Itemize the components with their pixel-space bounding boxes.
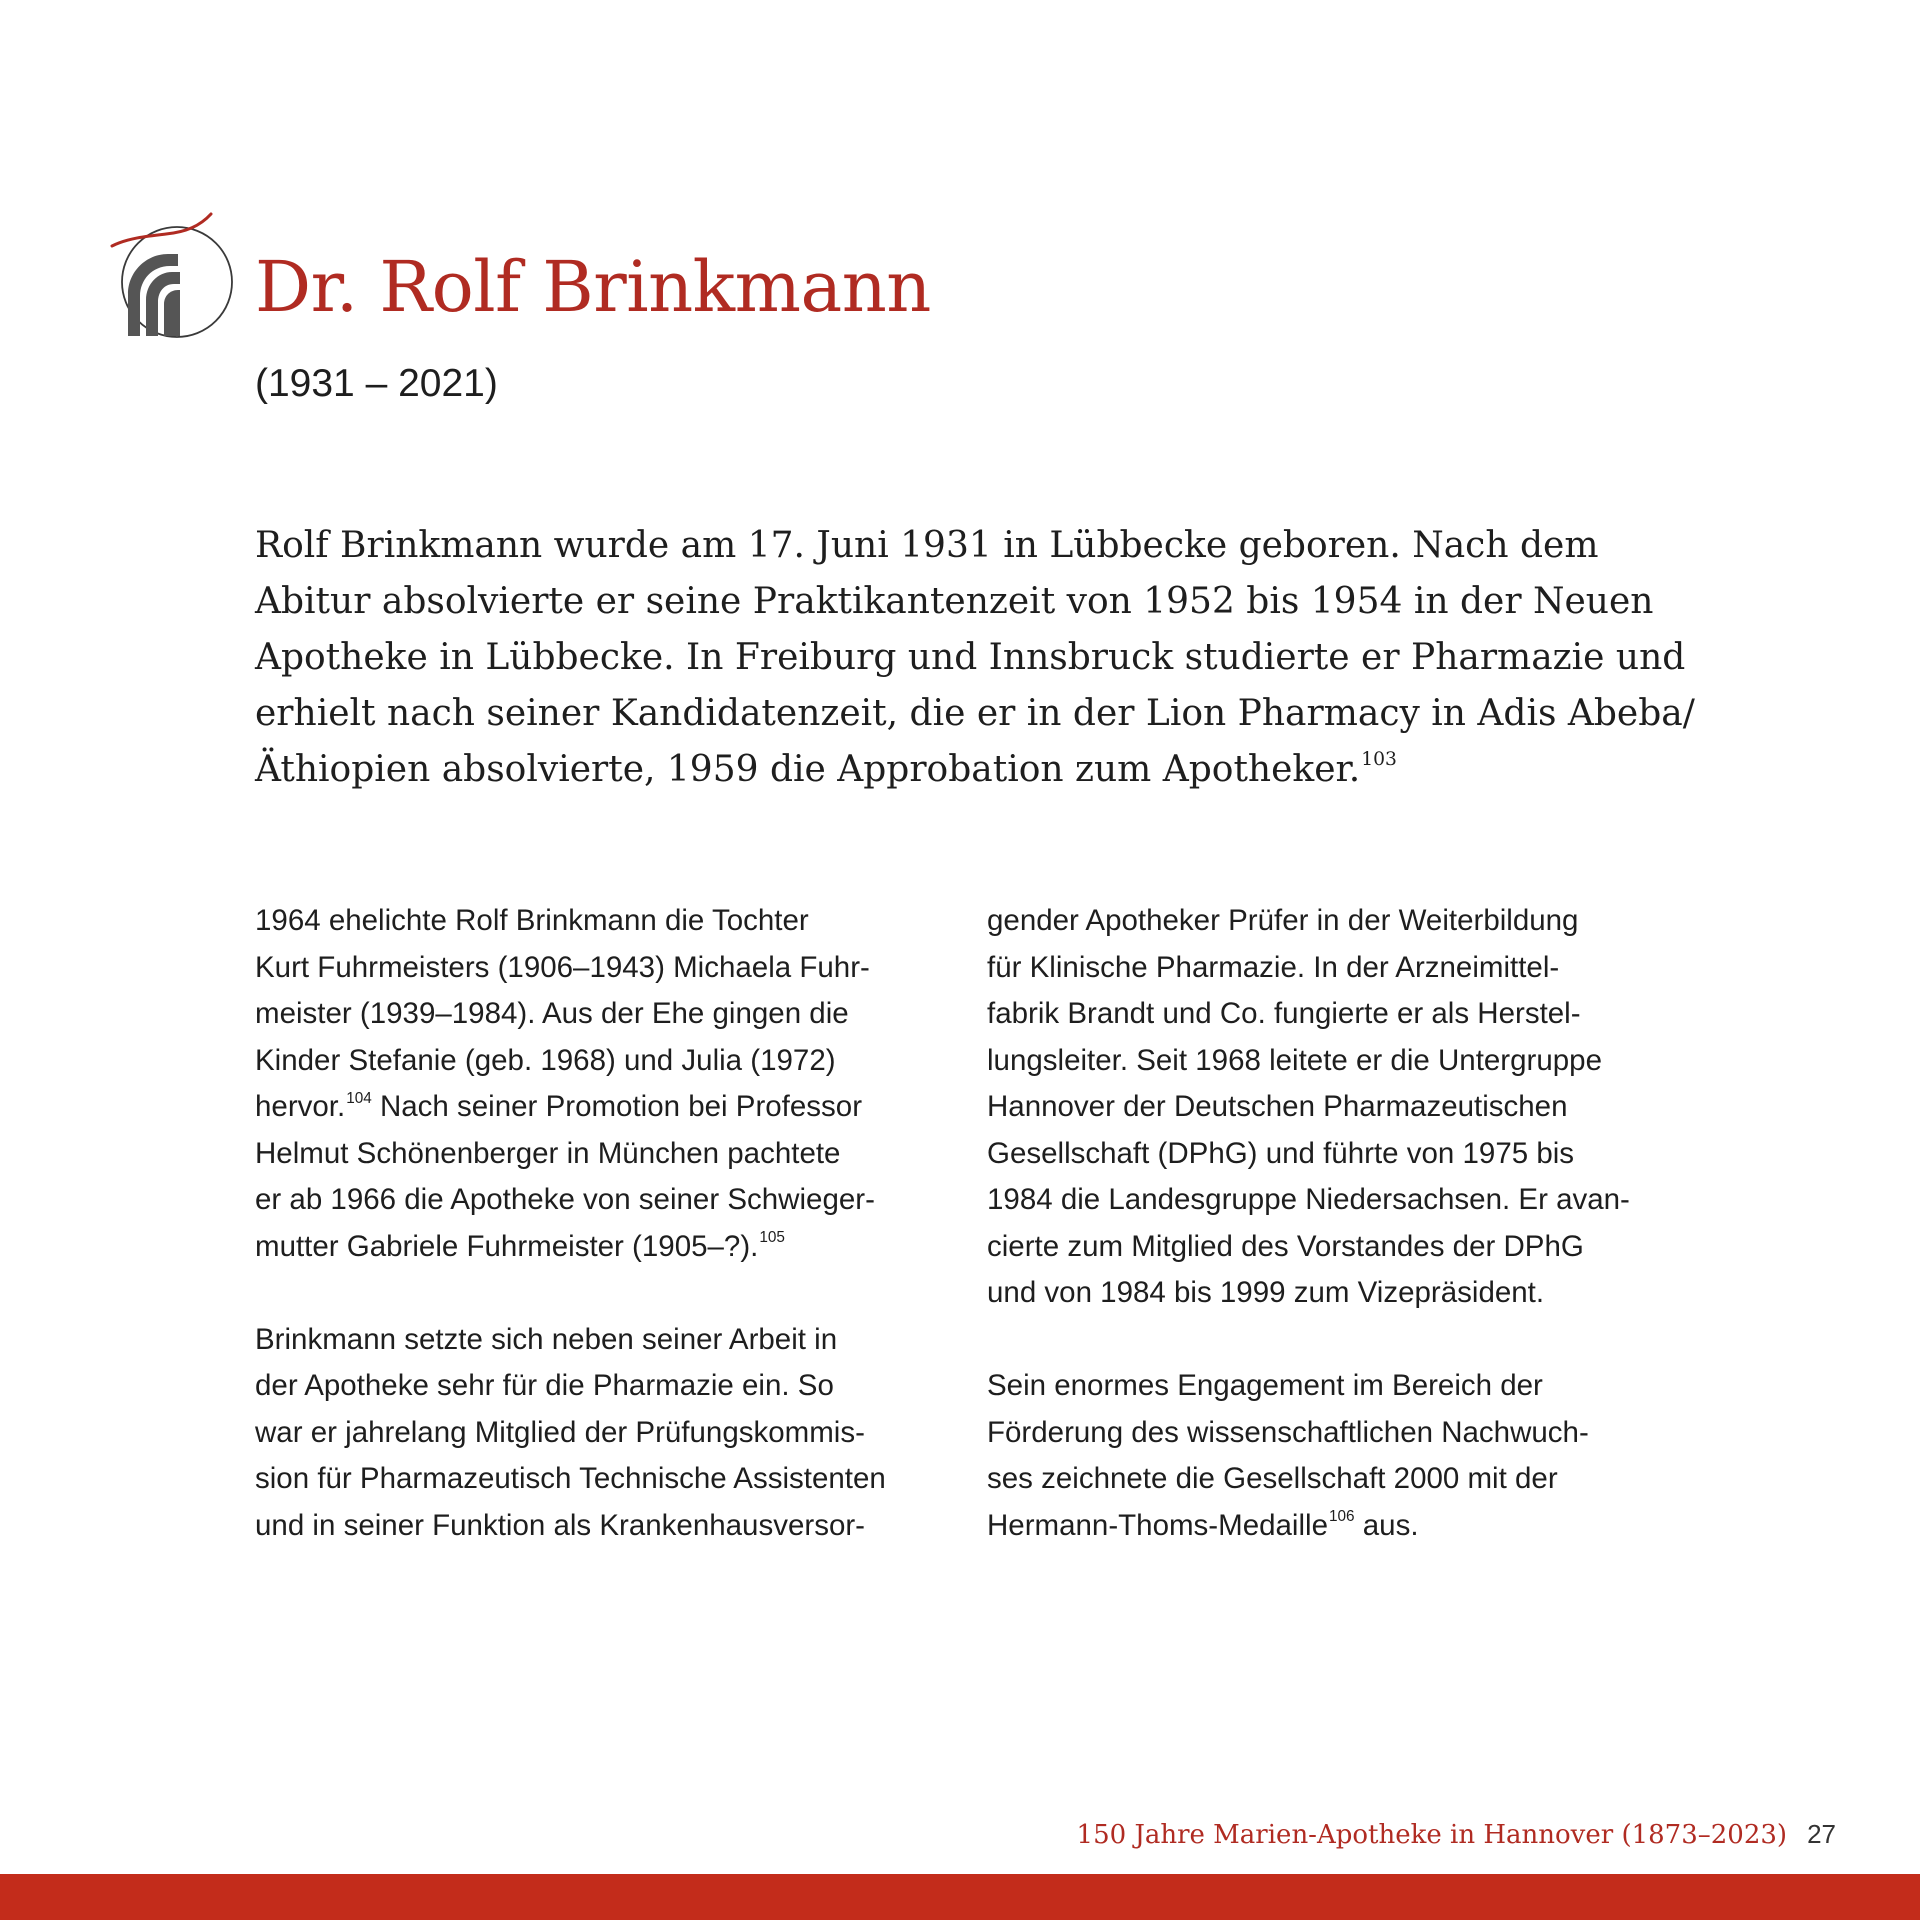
page-footer [1077, 1818, 1836, 1851]
pharmacy-logo-icon [108, 210, 236, 346]
body-line: gender Apotheker Prüfer in der Weiterbildung [987, 904, 1579, 937]
lead-line: Abitur absolvierte er seine Praktikantenzeit von 1952 bis 1954 in der Neuen [255, 581, 1654, 622]
body-line [255, 1084, 955, 1131]
lead-line-last [255, 742, 1695, 798]
footer-publication-title: 150 Jahre Marien-Apotheke in Hannover (1873–2023) [1076, 1820, 1788, 1850]
lead-line: Rolf Brinkmann wurde am 17. Juni 1931 in Lübbecke geboren. Nach dem [255, 525, 1599, 566]
footnote-ref-106: 106 [1329, 1508, 1355, 1526]
body-line: fabrik Brandt und Co. fungierte er als Herstel- [987, 997, 1581, 1030]
footnote-ref-104: 104 [346, 1089, 372, 1107]
body-column-left [255, 898, 955, 1549]
body-line: meister (1939–1984). Aus der Ehe gingen die [255, 997, 849, 1030]
body-line: 1964 ehelichte Rolf Brinkmann die Tochter [255, 904, 809, 937]
lead-line: Apotheke in Lübbecke. In Freiburg und Innsbruck studierte er Pharmazie und [255, 637, 1686, 678]
footnote-ref-105: 105 [759, 1229, 785, 1247]
lead-line: erhielt nach seiner Kandidatenzeit, die er in der Lion Pharmacy in Adis Abeba/ [255, 693, 1695, 734]
body-text: Hermann-Thoms-Medaille [987, 1508, 1328, 1542]
paragraph-gap [255, 1270, 955, 1317]
body-line: Helmut Schönenberger in München pachtete [255, 1136, 841, 1170]
body-text: mutter Gabriele Fuhrmeister (1905–?). [255, 1229, 759, 1263]
body-line: und in seiner Funktion als Krankenhausversor- [255, 1508, 865, 1542]
body-text: hervor. [255, 1090, 346, 1123]
body-line: ses zeichnete die Gesellschaft 2000 mit der [987, 1462, 1558, 1495]
body-line: cierte zum Mitglied des Vorstandes der DPhG [987, 1229, 1584, 1263]
body-line: Gesellschaft (DPhG) und führte von 1975 bis [987, 1136, 1575, 1170]
page-title: Dr. Rolf Brinkmann [255, 246, 931, 328]
body-line: war er jahrelang Mitglied der Prüfungskommis- [255, 1415, 865, 1449]
lead-line-text: Äthiopien absolvierte, 1959 die Approbation zum Apotheker. [255, 749, 1361, 790]
body-line [255, 1224, 955, 1271]
lead-paragraph [255, 518, 1695, 798]
body-text: aus. [1354, 1508, 1419, 1542]
paragraph-gap [987, 1317, 1687, 1364]
footnote-ref-103: 103 [1361, 749, 1397, 771]
lifespan-dates: (1931 – 2021) [255, 362, 498, 405]
body-line: für Klinische Pharmazie. In der Arzneimittel- [987, 950, 1560, 984]
body-line: sion für Pharmazeutisch Technische Assistenten [255, 1462, 886, 1495]
body-line: Hannover der Deutschen Pharmazeutischen [987, 1090, 1568, 1123]
page-number: 27 [1807, 1819, 1836, 1849]
body-line: der Apotheke sehr für die Pharmazie ein. So [255, 1369, 834, 1402]
footer-color-bar [0, 1874, 1920, 1920]
body-line: Kinder Stefanie (geb. 1968) und Julia (1972) [255, 1043, 836, 1077]
body-line: er ab 1966 die Apotheke von seiner Schwieger- [255, 1183, 875, 1216]
body-line: lungsleiter. Seit 1968 leitete er die Untergruppe [987, 1043, 1602, 1077]
body-line: und von 1984 bis 1999 zum Vizepräsident. [987, 1276, 1545, 1309]
body-line: Sein enormes Engagement im Bereich der [987, 1369, 1543, 1402]
body-line: Kurt Fuhrmeisters (1906–1943) Michaela Fuhr- [255, 950, 870, 984]
body-text: Nach seiner Promotion bei Professor [371, 1090, 863, 1123]
body-line: 1984 die Landesgruppe Niedersachsen. Er avan- [987, 1183, 1630, 1216]
body-line: Brinkmann setzte sich neben seiner Arbeit in [255, 1322, 838, 1356]
body-line: Förderung des wissenschaftlichen Nachwuch- [987, 1415, 1589, 1449]
body-column-right [987, 898, 1687, 1549]
body-line [987, 1503, 1687, 1550]
